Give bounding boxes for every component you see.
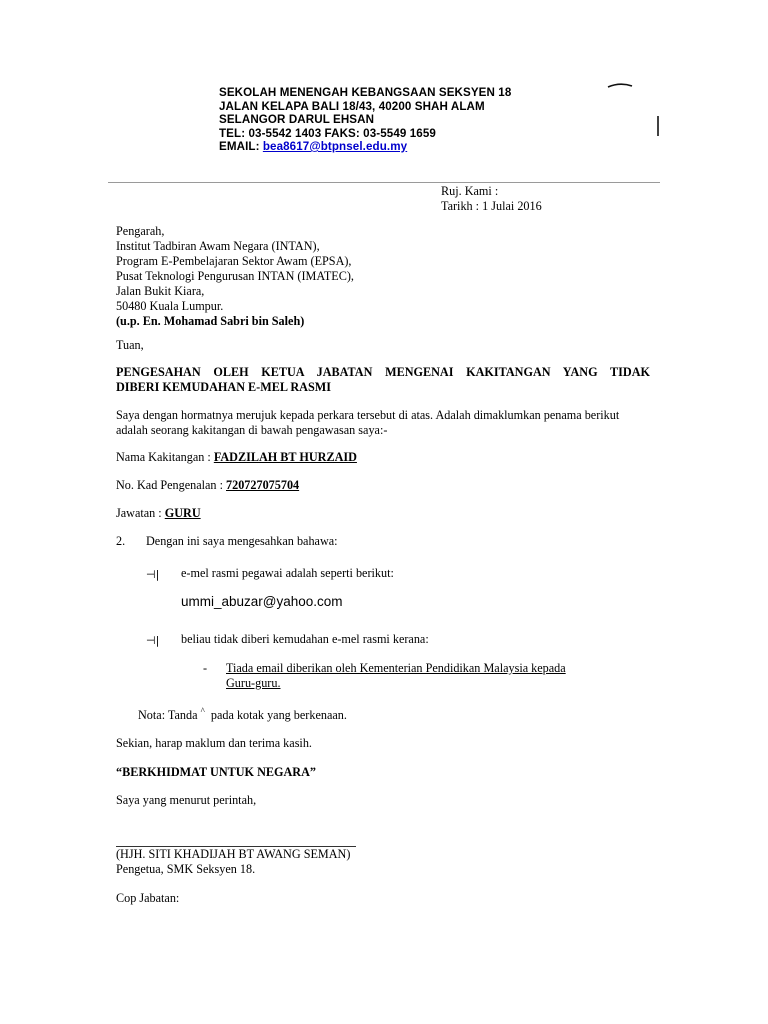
school-address-1: JALAN KELAPA BALI 18/43, 40200 SHAH ALAM: [219, 99, 485, 113]
recipient-line: Program E-Pembelajaran Sektor Awam (EPSA),: [116, 254, 352, 268]
intro-paragraph: [116, 408, 656, 438]
note-prefix: Nota: Tanda: [138, 708, 201, 722]
official-email-value: ummi_abuzar@yahoo.com: [181, 594, 343, 609]
recipient-line: Pengarah,: [116, 224, 165, 238]
recipient-line: 50480 Kuala Lumpur.: [116, 299, 224, 313]
staff-post-label: Jawatan :: [116, 506, 165, 520]
checkbox-icon[interactable]: ⊣|: [146, 568, 160, 581]
staff-ic-row: [116, 478, 299, 493]
recipient-attention: (u.p. En. Mohamad Sabri bin Saleh): [116, 314, 305, 328]
subject: [116, 365, 650, 395]
reference-block: [441, 184, 542, 214]
school-phone: TEL: 03-5542 1403 FAKS: 03-5549 1659: [219, 126, 436, 140]
closing-obey: Saya yang menurut perintah,: [116, 793, 257, 807]
school-email-label: EMAIL:: [219, 140, 263, 153]
tick-mark-icon: ^: [200, 706, 205, 716]
motto: “BERKHIDMAT UNTUK NEGARA”: [116, 765, 316, 779]
section-number: 2.: [116, 534, 126, 548]
school-name: SEKOLAH MENENGAH KEBANGSAAN SEKSYEN 18: [219, 86, 512, 99]
recipient-line: Institut Tadbiran Awam Negara (INTAN),: [116, 239, 320, 253]
reason-dash: -: [203, 661, 208, 675]
intro-line-2: adalah seorang kakitangan di bawah pengawasan saya:-: [116, 423, 388, 437]
intro-line-1: Saya dengan hormatnya merujuk kepada perkara tersebut di atas. Adalah dimaklumkan penama berikut: [116, 408, 620, 422]
reason-line-2: Guru-guru.: [226, 676, 281, 690]
staff-post-row: [116, 506, 201, 521]
staff-ic-value: 720727075704: [226, 478, 300, 492]
closing-thanks: Sekian, harap maklum dan terima kasih.: [116, 736, 312, 750]
note-suffix: pada kotak yang berkenaan.: [204, 708, 347, 722]
staff-name-row: [116, 450, 379, 465]
school-email-row: [219, 140, 511, 154]
staff-name-label: Nama Kakitangan :: [116, 450, 214, 464]
option-no-email-text: beliau tidak diberi kemudahan e-mel rasmi kerana:: [181, 632, 429, 646]
option-email-text: e-mel rasmi pegawai adalah seperti berikut:: [181, 566, 394, 580]
recipient-line: Pusat Teknologi Pengurusan INTAN (IMATEC),: [116, 269, 354, 283]
subject-line-2: DIBERI KEMUDAHAN E-MEL RASMI: [116, 380, 331, 394]
staff-name-value: FADZILAH BT HURZAID: [213, 450, 357, 464]
reason-line-1: Tiada email diberikan oleh Kementerian Pendidikan Malaysia kepada: [226, 661, 566, 675]
tarikh: Tarikh : 1 Julai 2016: [441, 199, 542, 213]
ruj-kami: Ruj. Kami :: [441, 184, 499, 198]
department-stamp-label: Cop Jabatan:: [116, 891, 180, 905]
subject-line-1: PENGESAHAN OLEH KETUA JABATAN MENGENAI KAKITANGAN YANG TIDAK: [116, 365, 650, 379]
school-address-2: SELANGOR DARUL EHSAN: [219, 113, 375, 126]
checkbox-icon[interactable]: ⊣|: [146, 634, 160, 647]
recipient-block: [116, 224, 354, 329]
note: [138, 708, 347, 724]
staff-ic-label: No. Kad Pengenalan :: [116, 478, 226, 492]
salutation: Tuan,: [116, 338, 144, 352]
school-email-link[interactable]: bea8617@btpnsel.edu.my: [262, 140, 408, 153]
logo-fragment: [600, 80, 670, 140]
letterhead: [219, 86, 511, 154]
header-divider: [108, 182, 660, 183]
signatory-name: (HJH. SITI KHADIJAH BT AWANG SEMAN): [116, 847, 351, 861]
staff-post-value: GURU: [164, 506, 201, 520]
recipient-line: Jalan Bukit Kiara,: [116, 284, 205, 298]
signatory-title: Pengetua, SMK Seksyen 18.: [116, 862, 256, 876]
confirm-text: Dengan ini saya mengesahkan bahawa:: [146, 534, 338, 548]
